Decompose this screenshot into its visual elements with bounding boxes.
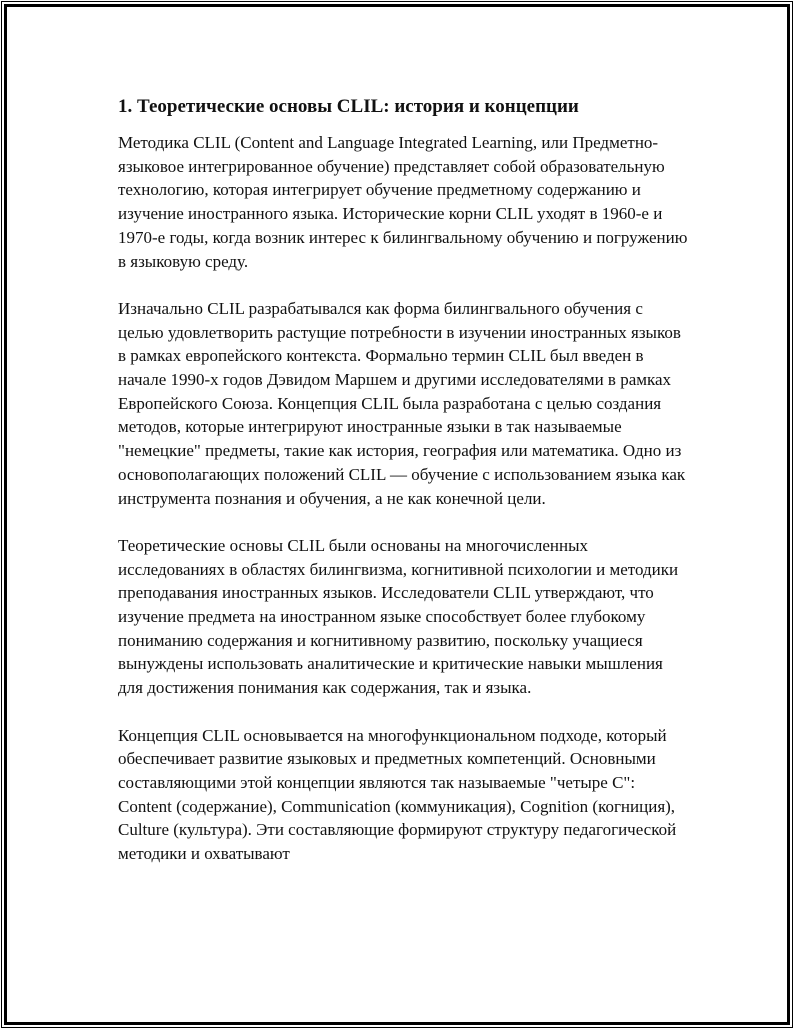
paragraph-theory: Теоретические основы CLIL были основаны на многочисленных исследованиях в областях билингвизма, когнитивной психологии и методики преподавания иностранных языков. Исследователи CLIL утверждают, что изучение предмета на иностранном языке способствует более глубокому пониманию содержания и когнитивному развитию, поскольку учащиеся вынуждены использовать аналитические и критические навыки мышления для достижения понимания как содержания, так и языка. <box>118 535 679 698</box>
paragraph-history: Методика CLIL (Content and Language Integrated Learning, или Предметно-языковое интегрированное обучение) представляет собой образовательную технологию, которая интегрирует обучение предметному содержанию и изучение иностранного языка. Исторические корни CLIL уходят в 1960-е и 1970-е годы, когда возник интерес к билингвальному обучению и погружению в языковую среду. <box>118 133 688 271</box>
document-body <box>118 95 690 889</box>
section-heading: 1. Теоретические основы CLIL: история и концепции <box>118 96 579 117</box>
paragraph-concept: Концепция CLIL основывается на многофункциональном подходе, который обеспечивает развитие языковых и предметных компетенций. Основными составляющими этой концепции являются так называемые "четыре С": Content (содержание), Communication (коммуникация), Cognition (когниция), Culture (культура). Эти составляющие формируют структуру педагогической методики и охватывают <box>118 725 677 864</box>
paragraph-origin: Изначально CLIL разрабатывался как форма билингвального обучения с целью удовлетворить растущие потребности в изучении иностранных языков в рамках европейского контекста. Формально термин CLIL был введен в начале 1990-х годов Дэвидом Маршем и другими исследователями в рамках Европейского Союза. Концепция CLIL была разработана с целью создания методов, которые интегрируют иностранные языки в так называемые "немецкие" предметы, такие как история, география или математика. Одно из основополагающих положений CLIL — обучение с использованием языка как инструмента познания и обучения, а не как конечной цели. <box>118 298 686 508</box>
